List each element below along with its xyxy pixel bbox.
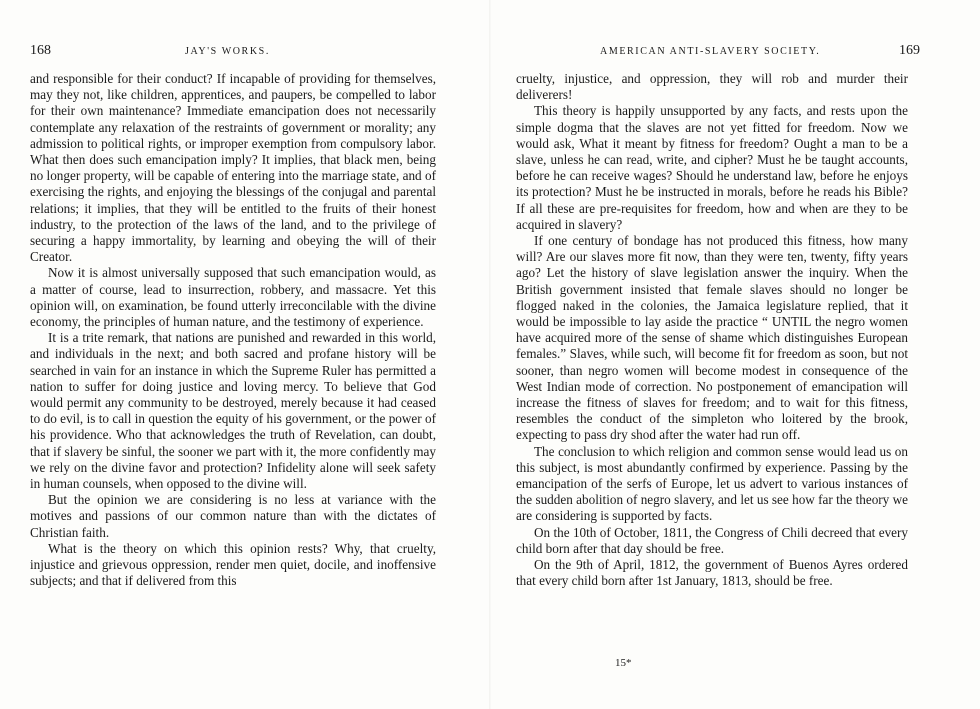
left-page-number: 168 <box>30 43 51 58</box>
left-paragraph: What is the theory on which this opinion rests? Why, that cruelty, injustice and grievous oppression, render men quiet, docile, and inoffensive subjects; and that if delivered from this <box>30 540 436 589</box>
right-paragraph: This theory is happily unsupported by any facts, and rests upon the simple dogma that the slaves are not yet fitted for freedom. Now we would ask, What it meant by fitness for freedom? Ought a man to be a slave, unless he can read, write, and cipher? Must he be taught accounts, before he can receive wages? Should he understand law, before he enjoys its protection? Must he be instructed in morals, before he reads his Bible? If all these are pre-requisites for freedom, how and when are they to be acquired in slavery? <box>516 103 908 232</box>
right-running-title: AMERICAN ANTI-SLAVERY SOCIETY. <box>600 46 821 57</box>
right-running-head <box>520 42 920 60</box>
right-paragraph: cruelty, injustice, and oppression, they will rob and murder their deliverers! <box>516 71 908 103</box>
right-paragraph: The conclusion to which religion and common sense would lead us on this subject, is most abundantly confirmed by experience. Passing by the emancipation of the serfs of Europe, let us advert to various instances of the sudden abolition of negro slavery, and let us see how far the theory we are considering is supported by facts. <box>516 443 908 524</box>
right-body-text <box>516 71 908 590</box>
right-paragraph: On the 9th of April, 1812, the government of Buenos Ayres ordered that every child born after 1st January, 1813, should be free. <box>516 557 908 589</box>
left-paragraph: But the opinion we are considering is no less at variance with the motives and passions of our common nature than with the dictates of Christian faith. <box>30 492 436 540</box>
left-paragraph: and responsible for their conduct? If incapable of providing for themselves, may they not, like children, apprentices, and paupers, be compelled to labor for their own maintenance? Immediate emancipation does not necessarily contemplate any relaxation of the restraints of government or morality; any admission to political rights, or improper exemption from compulsory labor. What then does such emancipation imply? It implies, that black men, being no longer property, will be capable of entering into the marriage state, and of exercising the rights, and enjoying the blessings of the conjugal and parental relations; it implies, that they will be entitled to the fruits of their honest industry, to the protection of the laws of the land, and to the privilege of securing a happy immortality, by learning and obeying the will of their Creator. <box>30 71 436 265</box>
right-paragraph: If one century of bondage has not produced this fitness, how many will? Are our slaves more fit now, than they were ten, twenty, fifty years ago? Let the history of slave legislation answer the inquiry. When the British government insisted that female slaves should no longer be flogged naked in the colonies, the Jamaica legislature replied, that it would be impossible to lay aside the practice “ UNTIL the negro women have acquired more of the sense of shame which distinguishes European females.” Slaves, while such, will become fit for freedom as soon, but not sooner, than negro women will become modest in consequence of the West Indian mode of correction. No postponement of emancipation will increase the fitness of slaves for freedom; and to wait for this fitness, resembles the conduct of the simpleton who loitered by the brook, expecting to pass dry shod after the water had run off. <box>516 233 908 443</box>
right-page <box>490 0 980 709</box>
left-body-text <box>30 71 436 590</box>
left-running-head <box>30 42 440 60</box>
right-paragraph: On the 10th of October, 1811, the Congress of Chili decreed that every child born after that day should be free. <box>516 524 908 556</box>
left-paragraph: Now it is almost universally supposed that such emancipation would, as a matter of course, lead to insurrection, robbery, and massacre. Yet this opinion will, on examination, be found utterly irreconcilable with the divine economy, the principles of human nature, and the testimony of experience. <box>30 265 436 330</box>
right-page-number: 169 <box>899 43 920 58</box>
signature-mark: 15* <box>615 657 632 669</box>
left-running-title: JAY'S WORKS. <box>185 46 270 57</box>
left-paragraph: It is a trite remark, that nations are punished and rewarded in this world, and individuals in the next; and both sacred and profane history will be searched in vain for an instance in which the Supreme Ruler has permitted a nation to suffer for doing justice and loving mercy. To believe that God would permit any community to be destroyed, merely because it had ceased to do evil, is to call in question the equity of his government, or the power of his providence. Who that acknowledges the truth of Revelation, can doubt, that if slavery be sinful, the sooner we part with it, the more confidently may we rely on the divine favor and protection? Infidelity alone will seek safety in human counsels, when opposed to the divine will. <box>30 330 436 492</box>
